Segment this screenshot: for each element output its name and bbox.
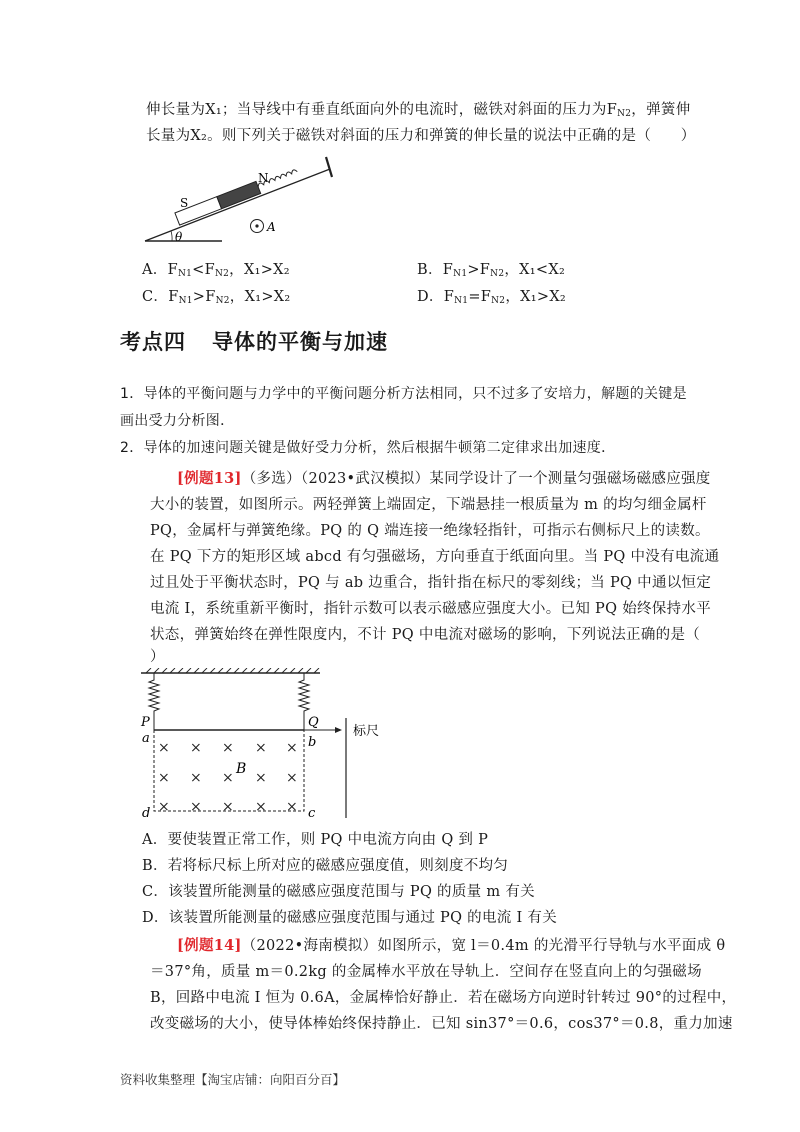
example-13-line: 大小的装置，如图所示。两轻弹簧上端固定，下端悬挂一根质量为 m 的均匀细金属杆: [150, 497, 707, 513]
svg-text:×: ×: [158, 770, 170, 786]
example-13-line: [例题13]（多选）（2023•武汉模拟）某同学设计了一个测量匀强磁场磁感应强度: [177, 470, 711, 487]
example-14-line: 改变磁场的大小，使导体棒始终保持静止．已知 sin37°＝0.6，cos37°＝0.8，重力加速: [150, 1016, 733, 1032]
ruler-label: 标尺: [353, 724, 380, 739]
point-2: 2．导体的加速问题关键是做好受力分析，然后根据牛顿第二定律求出加速度．: [120, 440, 616, 456]
field-label: B: [236, 761, 247, 777]
example-13-option-b: B．若将标尺标上所对应的磁感应强度值，则刻度不均匀: [142, 858, 509, 874]
spring-balance-figure: [138, 668, 398, 820]
p-label: P: [141, 715, 150, 730]
wire-a-label: A: [267, 220, 276, 234]
n-pole-label: N: [258, 171, 269, 185]
section-number: 考点四: [120, 330, 186, 354]
a-label: a: [142, 731, 150, 746]
option-a: A．$F_{N1}<F_{N2}$，X₁>X₂: [142, 262, 290, 279]
left-spring: [149, 673, 159, 730]
svg-text:×: ×: [286, 799, 298, 815]
magnet-incline-figure: [140, 155, 350, 250]
d-label: d: [142, 806, 151, 820]
point-1-line-1: 1．导体的平衡问题与力学中的平衡问题分析方法相同，只不过多了安培力，解题的关键是: [120, 386, 687, 402]
example-14-tag: [例题14]: [177, 937, 242, 954]
option-d: D．$F_{N1}=F_{N2}$，X₁>X₂: [417, 289, 567, 306]
svg-text:×: ×: [286, 770, 298, 786]
svg-text:×: ×: [222, 740, 234, 756]
svg-text:×: ×: [286, 740, 298, 756]
example-13-line: 过且处于平衡状态时，PQ 与 ab 边重合，指针指在标尺的零刻线；当 PQ 中通以恒定: [150, 575, 712, 591]
example-13-tag: [例题13]: [177, 470, 242, 487]
svg-text:×: ×: [158, 799, 170, 815]
example-14-line: B，回路中电流 I 恒为 0.6A，金属棒恰好静止．若在磁场方向逆时针转过 90°的过程中，: [150, 990, 737, 1006]
svg-text:×: ×: [190, 740, 202, 756]
example-13-line: PQ，金属杆与弹簧绝缘。PQ 的 Q 端连接一绝缘轻指针，可指示右侧标尺上的读数。: [150, 523, 710, 539]
example-13-option-d: D．该装置所能测量的磁感应强度范围与通过 PQ 的电流 I 有关: [142, 910, 558, 926]
svg-text:×: ×: [190, 770, 202, 786]
b-label: b: [308, 735, 317, 750]
svg-text:×: ×: [255, 740, 267, 756]
point-1-line-2: 画出受力分析图．: [120, 413, 235, 429]
svg-text:×: ×: [222, 799, 234, 815]
example-13-line: 在 PQ 下方的矩形区域 abcd 有匀强磁场，方向垂直于纸面向里。当 PQ 中没有电流通: [150, 549, 720, 565]
example-14-line: ＝37°角，质量 m＝0.2kg 的金属棒水平放在导轨上．空间存在竖直向上的匀强磁场: [150, 964, 702, 980]
question-text-line: 伸长量为X₁；当导线中有垂直纸面向外的电流时，磁铁对斜面的压力为$F_{N2}$，弹簧伸: [146, 102, 691, 119]
example-13-line: 电流 I，系统重新平衡时，指针示数可以表示磁感应强度大小。已知 PQ 始终保持水平: [150, 601, 711, 617]
option-b: B．$F_{N1}>F_{N2}$，X₁<X₂: [417, 262, 566, 279]
example-14-line: [例题14]（2022•海南模拟）如图所示，宽 l＝0.4m 的光滑平行导轨与水平面成 θ: [177, 937, 726, 954]
q-label: Q: [308, 715, 319, 730]
svg-text:×: ×: [190, 799, 202, 815]
svg-text:×: ×: [222, 770, 234, 786]
svg-text:×: ×: [255, 770, 267, 786]
svg-text:×: ×: [158, 740, 170, 756]
example-13-line: 状态，弹簧始终在弹性限度内，不计 PQ 中电流对磁场的影响，下列说法正确的是（: [150, 627, 701, 643]
section-title: 导体的平衡与加速: [212, 330, 388, 354]
c-label: c: [308, 806, 316, 820]
s-pole-label: S: [180, 196, 189, 210]
example-13-option-a: A．要使装置正常工作，则 PQ 中电流方向由 Q 到 P: [142, 832, 489, 848]
option-c: C．$F_{N1}>F_{N2}$，X₁>X₂: [142, 289, 291, 306]
example-13-option-c: C．该装置所能测量的磁感应强度范围与 PQ 的质量 m 有关: [142, 884, 535, 900]
page-footer: 资料收集整理【淘宝店铺：向阳百分百】: [120, 1072, 346, 1087]
example-13-line: ）: [150, 649, 165, 665]
section-heading: [120, 326, 388, 356]
field-into-page-markers: [158, 740, 298, 815]
question-text-line: 长量为X₂。则下列关于磁铁对斜面的压力和弹簧的伸长量的说法中正确的是（ ）: [146, 128, 696, 144]
svg-text:×: ×: [255, 799, 267, 815]
theta-label: θ: [175, 230, 183, 244]
